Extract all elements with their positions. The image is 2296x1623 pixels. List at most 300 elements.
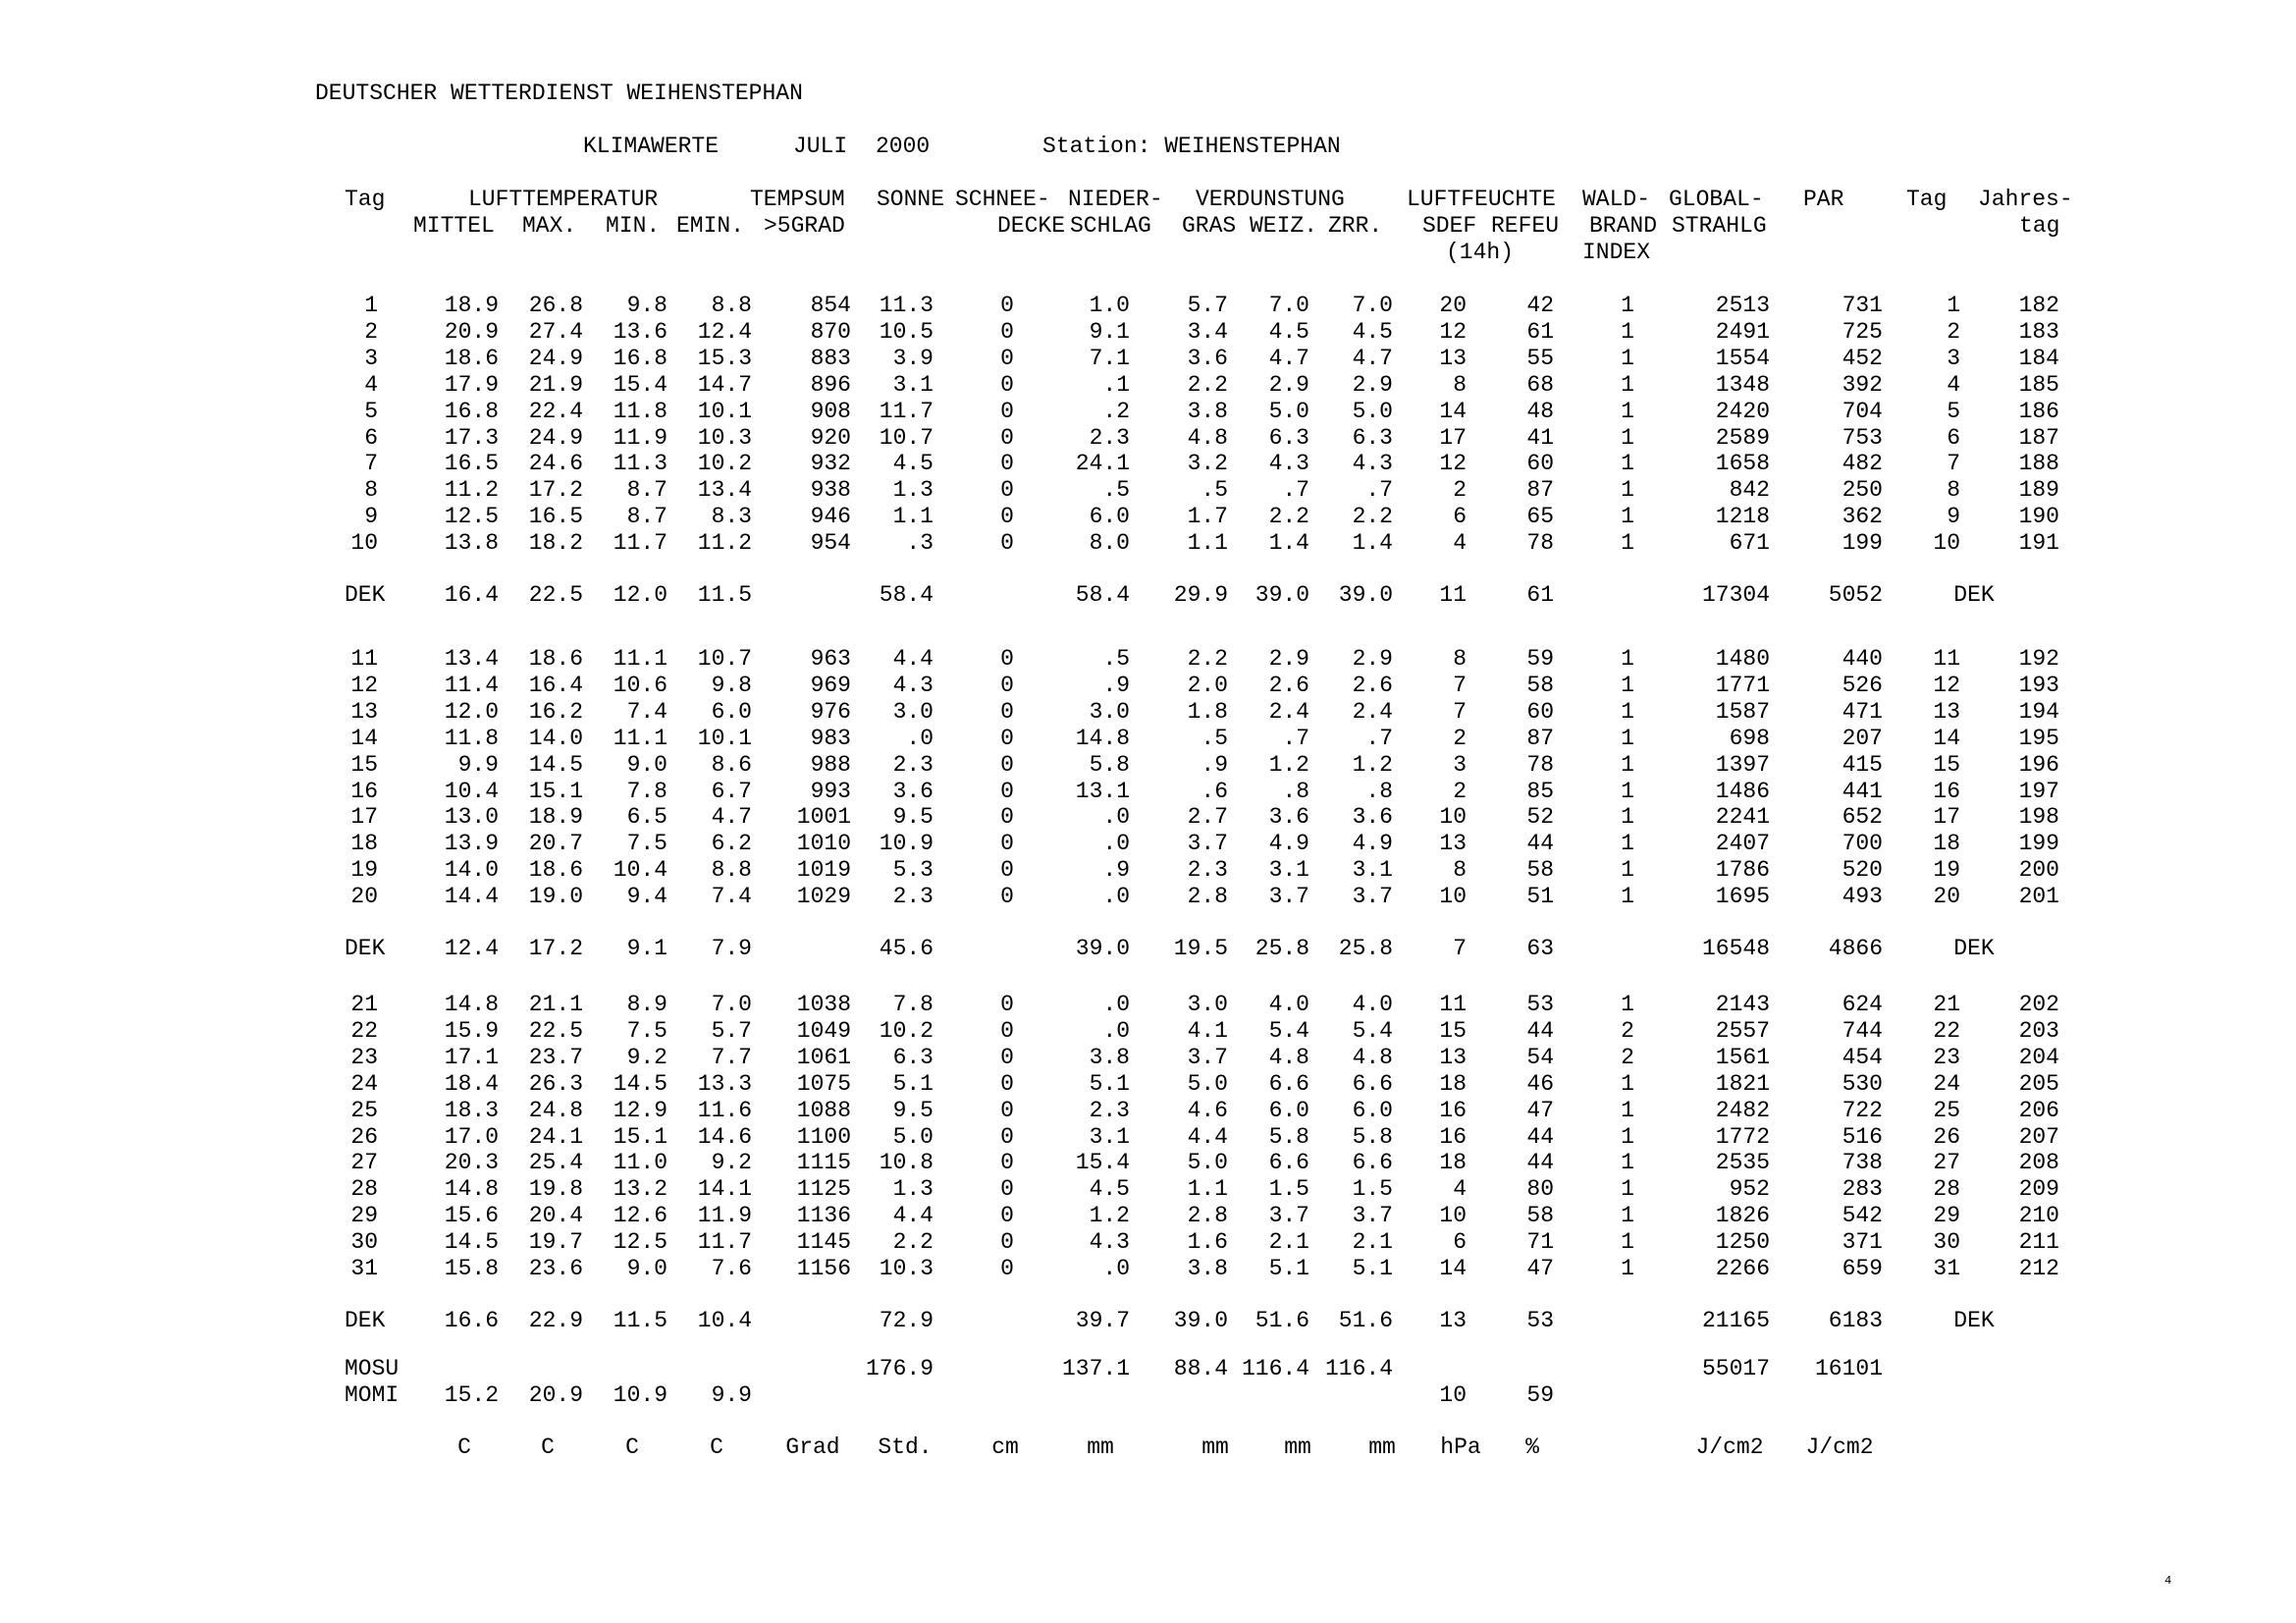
table-cell: 4.7 (1352, 346, 1393, 371)
table-cell: 452 (1842, 346, 1883, 371)
table-cell: 1 (1621, 530, 1634, 556)
table-cell: 3.1 (892, 372, 934, 398)
table-cell: 1480 (1715, 646, 1770, 672)
table-cell: 9.9 (457, 752, 499, 778)
table-cell: 8 (1947, 477, 1960, 503)
table-cell: 21.9 (528, 372, 583, 398)
table-cell: 6.0 (711, 699, 752, 725)
summary-cell: 39.0 (1173, 1308, 1228, 1333)
table-cell: 1771 (1715, 673, 1770, 698)
table-cell: 10.1 (697, 726, 752, 751)
table-cell: 4.8 (1268, 1045, 1309, 1070)
table-cell: 17.2 (528, 477, 583, 503)
table-cell: 199 (1842, 530, 1883, 556)
table-cell: 11.6 (697, 1098, 752, 1123)
table-cell: 1 (1621, 804, 1634, 830)
table-cell: 9.2 (626, 1045, 667, 1070)
table-cell: 13.6 (613, 319, 667, 345)
summary-cell: 55017 (1701, 1356, 1770, 1381)
table-cell: 0 (1000, 346, 1014, 371)
unit-label: mm (1368, 1434, 1396, 1460)
table-cell: 58 (1526, 1203, 1554, 1228)
column-header: WALD- (1582, 187, 1651, 212)
table-cell: 13.0 (444, 804, 499, 830)
table-cell: 6.3 (892, 1045, 934, 1070)
table-cell: 1 (364, 293, 378, 318)
table-cell: 22 (1933, 1018, 1960, 1044)
table-cell: 530 (1842, 1071, 1883, 1097)
table-cell: 1826 (1715, 1203, 1770, 1228)
table-cell: 12 (1439, 319, 1467, 345)
table-cell: 17.3 (444, 425, 499, 451)
table-cell: 4.5 (1268, 319, 1309, 345)
table-cell: 0 (1000, 504, 1014, 529)
table-cell: 2.2 (892, 1229, 934, 1255)
table-cell: 210 (2018, 1203, 2059, 1228)
column-header: (14h) (1446, 240, 1515, 265)
summary-cell: 116.4 (1241, 1356, 1309, 1381)
table-cell: .9 (1102, 857, 1130, 883)
summary-cell: 61 (1526, 582, 1554, 608)
unit-label: mm (1087, 1434, 1114, 1460)
table-cell: 16.8 (613, 346, 667, 371)
table-cell: 11.2 (444, 477, 499, 503)
table-cell: 1250 (1715, 1229, 1770, 1255)
column-header: SCHNEE- (955, 187, 1050, 212)
column-header: MITTEL (413, 213, 495, 239)
table-cell: 42 (1526, 293, 1554, 318)
table-cell: 17 (1439, 425, 1467, 451)
table-cell: 0 (1000, 699, 1014, 725)
table-cell: 0 (1000, 1176, 1014, 1202)
table-cell: 12.5 (444, 504, 499, 529)
table-cell: 10.7 (697, 646, 752, 672)
table-cell: 30 (350, 1229, 378, 1255)
table-cell: 963 (810, 646, 851, 672)
table-cell: 10 (1439, 804, 1467, 830)
summary-cell: 72.9 (879, 1308, 934, 1333)
table-cell: 193 (2018, 673, 2059, 698)
table-cell: 883 (810, 346, 851, 371)
table-cell: 1.2 (1352, 752, 1393, 778)
table-cell: 1 (1621, 646, 1634, 672)
table-cell: 55 (1526, 346, 1554, 371)
table-cell: 27 (1933, 1150, 1960, 1175)
summary-cell: 16.6 (444, 1308, 499, 1333)
summary-cell: 58.4 (879, 582, 934, 608)
table-cell: 2 (1621, 1045, 1634, 1070)
table-cell: 11.9 (697, 1203, 752, 1228)
table-cell: 13.4 (697, 477, 752, 503)
table-cell: 206 (2018, 1098, 2059, 1123)
summary-cell: 6183 (1828, 1308, 1883, 1333)
table-cell: 27 (350, 1150, 378, 1175)
table-cell: 3.6 (1352, 804, 1393, 830)
table-cell: 722 (1842, 1098, 1883, 1123)
table-cell: 988 (810, 752, 851, 778)
table-cell: 12 (1439, 451, 1467, 476)
column-header: DECKE (997, 213, 1066, 239)
table-cell: 200 (2018, 857, 2059, 883)
table-cell: 520 (1842, 857, 1883, 883)
table-cell: 192 (2018, 646, 2059, 672)
table-cell: 9.1 (1089, 319, 1130, 345)
summary-cell: 137.1 (1061, 1356, 1130, 1381)
table-cell: 516 (1842, 1124, 1883, 1150)
table-cell: 211 (2018, 1229, 2059, 1255)
table-cell: 26 (1933, 1124, 1960, 1150)
table-cell: 20.9 (444, 319, 499, 345)
table-cell: 10.4 (444, 779, 499, 804)
table-cell: 6.6 (1268, 1150, 1309, 1175)
table-cell: 8 (1453, 372, 1467, 398)
table-cell: 16.5 (444, 451, 499, 476)
decade-label: DEK (1953, 1308, 1995, 1333)
table-cell: 5.4 (1352, 1018, 1393, 1044)
table-cell: 17 (350, 804, 378, 830)
table-cell: 1218 (1715, 504, 1770, 529)
table-cell: 2 (1453, 477, 1467, 503)
table-cell: 5.7 (1187, 293, 1228, 318)
table-cell: 2266 (1715, 1256, 1770, 1281)
table-cell: 203 (2018, 1018, 2059, 1044)
table-cell: 8.7 (626, 504, 667, 529)
table-cell: 29 (1933, 1203, 1960, 1228)
table-cell: 1029 (796, 884, 851, 909)
table-cell: 10.1 (697, 399, 752, 424)
table-cell: 12 (350, 673, 378, 698)
table-cell: 1.2 (1089, 1203, 1130, 1228)
table-cell: 24.1 (1075, 451, 1130, 476)
unit-label: C (625, 1434, 639, 1460)
table-cell: 13.2 (613, 1176, 667, 1202)
column-header: TEMPSUM (750, 187, 845, 212)
table-cell: 0 (1000, 477, 1014, 503)
table-cell: 6 (1453, 504, 1467, 529)
table-cell: 19 (1933, 857, 1960, 883)
table-cell: 753 (1842, 425, 1883, 451)
table-cell: 738 (1842, 1150, 1883, 1175)
table-cell: 18 (350, 831, 378, 856)
table-cell: 4.8 (1187, 425, 1228, 451)
table-cell: 23.6 (528, 1256, 583, 1281)
summary-cell: 19.5 (1173, 936, 1228, 961)
table-cell: 2420 (1715, 399, 1770, 424)
table-cell: .7 (1365, 726, 1393, 751)
unit-label: mm (1284, 1434, 1311, 1460)
table-cell: 1 (1621, 857, 1634, 883)
table-cell: 20 (1933, 884, 1960, 909)
table-cell: 182 (2018, 293, 2059, 318)
table-cell: .7 (1365, 477, 1393, 503)
summary-cell: 45.6 (879, 936, 934, 961)
table-cell: 20.3 (444, 1150, 499, 1175)
table-cell: 11.3 (613, 451, 667, 476)
unit-label: mm (1201, 1434, 1229, 1460)
table-cell: 15.6 (444, 1203, 499, 1228)
table-cell: 5.0 (1187, 1150, 1228, 1175)
table-cell: 4.9 (1268, 831, 1309, 856)
table-cell: .8 (1365, 779, 1393, 804)
column-header: LUFTFEUCHTE (1407, 187, 1556, 212)
table-cell: 198 (2018, 804, 2059, 830)
table-cell: 1 (1621, 779, 1634, 804)
table-cell: 1 (1621, 319, 1634, 345)
table-cell: 4.5 (892, 451, 934, 476)
table-cell: 16.8 (444, 399, 499, 424)
table-cell: 1348 (1715, 372, 1770, 398)
table-cell: .0 (1102, 804, 1130, 830)
table-cell: 1 (1621, 992, 1634, 1017)
table-cell: 17.1 (444, 1045, 499, 1070)
table-cell: 8 (364, 477, 378, 503)
unit-label: cm (991, 1434, 1019, 1460)
table-cell: 4.7 (711, 804, 752, 830)
table-cell: 1.4 (1268, 530, 1309, 556)
table-cell: 3.8 (1187, 399, 1228, 424)
summary-cell: 58.4 (1075, 582, 1130, 608)
table-cell: 6.2 (711, 831, 752, 856)
table-cell: 24.9 (528, 425, 583, 451)
table-cell: 7 (1453, 673, 1467, 698)
table-cell: 18 (1439, 1071, 1467, 1097)
table-cell: 1 (1621, 1229, 1634, 1255)
table-cell: 11.1 (613, 646, 667, 672)
table-cell: 1.5 (1352, 1176, 1393, 1202)
table-cell: 2 (364, 319, 378, 345)
summary-cell: 51.6 (1338, 1308, 1393, 1333)
table-cell: 908 (810, 399, 851, 424)
table-cell: 5.1 (1268, 1256, 1309, 1281)
table-cell: 1 (1621, 884, 1634, 909)
table-cell: 24.9 (528, 346, 583, 371)
summary-cell: 17.2 (528, 936, 583, 961)
table-cell: 1 (1621, 1071, 1634, 1097)
table-cell: 10.3 (697, 425, 752, 451)
table-cell: 542 (1842, 1203, 1883, 1228)
table-cell: 1.1 (1187, 1176, 1228, 1202)
table-cell: 13 (350, 699, 378, 725)
table-cell: 0 (1000, 884, 1014, 909)
table-cell: 2.2 (1187, 646, 1228, 672)
table-cell: 2 (1947, 319, 1960, 345)
table-cell: 0 (1000, 1098, 1014, 1123)
table-cell: 12.5 (613, 1229, 667, 1255)
table-cell: 7.8 (626, 779, 667, 804)
table-cell: 195 (2018, 726, 2059, 751)
column-header: >5GRAD (764, 213, 845, 239)
table-cell: 53 (1526, 992, 1554, 1017)
column-header: Tag (345, 187, 386, 212)
table-cell: 22 (350, 1018, 378, 1044)
unit-label: Std. (878, 1434, 933, 1460)
table-cell: 471 (1842, 699, 1883, 725)
unit-label: C (457, 1434, 471, 1460)
table-cell: 1772 (1715, 1124, 1770, 1150)
table-cell: 15.1 (613, 1124, 667, 1150)
table-cell: 51 (1526, 884, 1554, 909)
summary-cell: 11.5 (697, 582, 752, 608)
table-cell: 16.4 (528, 673, 583, 698)
table-cell: 11.9 (613, 425, 667, 451)
table-cell: 1 (1621, 726, 1634, 751)
table-cell: 0 (1000, 804, 1014, 830)
column-header: GLOBAL- (1669, 187, 1764, 212)
table-cell: 47 (1526, 1256, 1554, 1281)
table-cell: 1.5 (1268, 1176, 1309, 1202)
table-cell: 3.1 (1268, 857, 1309, 883)
column-header: VERDUNSTUNG (1196, 187, 1345, 212)
table-cell: 3 (1947, 346, 1960, 371)
summary-cell: 12.0 (613, 582, 667, 608)
table-cell: 3.7 (1268, 884, 1309, 909)
table-cell: 15 (1439, 1018, 1467, 1044)
table-cell: 1786 (1715, 857, 1770, 883)
table-cell: 10 (350, 530, 378, 556)
table-cell: 19 (350, 857, 378, 883)
table-cell: .7 (1282, 726, 1309, 751)
column-header: PAR (1803, 187, 1844, 212)
table-cell: 9.8 (626, 293, 667, 318)
table-cell: 2535 (1715, 1150, 1770, 1175)
table-cell: 54 (1526, 1045, 1554, 1070)
table-cell: 207 (2018, 1124, 2059, 1150)
table-cell: 85 (1526, 779, 1554, 804)
column-header: LUFTTEMPERATUR (468, 187, 659, 212)
table-cell: 18.6 (528, 857, 583, 883)
table-cell: 20 (1439, 293, 1467, 318)
table-cell: 191 (2018, 530, 2059, 556)
table-cell: 11 (350, 646, 378, 672)
column-header: Jahres- (1978, 187, 2073, 212)
table-cell: 207 (1842, 726, 1883, 751)
table-cell: .9 (1102, 673, 1130, 698)
table-cell: 26 (350, 1124, 378, 1150)
table-cell: 624 (1842, 992, 1883, 1017)
table-cell: 896 (810, 372, 851, 398)
table-cell: 3.7 (1352, 1203, 1393, 1228)
unit-label: hPa (1440, 1434, 1481, 1460)
decade-label: DEK (345, 1308, 386, 1333)
page-mark: 4 (2164, 1574, 2172, 1588)
table-cell: 9.2 (711, 1150, 752, 1175)
table-cell: .5 (1201, 477, 1228, 503)
column-header: REFEU (1491, 213, 1560, 239)
summary-cell: 88.4 (1173, 1356, 1228, 1381)
table-cell: 11 (1439, 992, 1467, 1017)
unit-label: J/cm2 (1805, 1434, 1874, 1460)
table-cell: 5 (364, 399, 378, 424)
table-cell: 6.6 (1268, 1071, 1309, 1097)
summary-cell: 16.4 (444, 582, 499, 608)
table-cell: 2.4 (1352, 699, 1393, 725)
table-cell: 976 (810, 699, 851, 725)
table-cell: 2407 (1715, 831, 1770, 856)
table-cell: 5.7 (711, 1018, 752, 1044)
table-cell: 11 (1933, 646, 1960, 672)
table-cell: 5.8 (1268, 1124, 1309, 1150)
decade-label: DEK (345, 936, 386, 961)
table-cell: 87 (1526, 726, 1554, 751)
table-cell: 44 (1526, 1018, 1554, 1044)
table-cell: 44 (1526, 1124, 1554, 1150)
table-cell: 392 (1842, 372, 1883, 398)
table-cell: 6 (364, 425, 378, 451)
summary-cell: 22.5 (528, 582, 583, 608)
table-cell: 0 (1000, 779, 1014, 804)
table-cell: 700 (1842, 831, 1883, 856)
table-cell: 7.0 (1268, 293, 1309, 318)
table-cell: 1 (1621, 673, 1634, 698)
table-cell: 4.9 (1352, 831, 1393, 856)
table-cell: 7.4 (626, 699, 667, 725)
table-cell: 17.9 (444, 372, 499, 398)
table-cell: 12 (1933, 673, 1960, 698)
table-cell: 6.0 (1352, 1098, 1393, 1123)
table-cell: 0 (1000, 372, 1014, 398)
table-cell: 10.5 (879, 319, 934, 345)
table-cell: 1 (1621, 346, 1634, 371)
table-cell: 1.4 (1352, 530, 1393, 556)
column-header: Tag (1906, 187, 1948, 212)
table-cell: 2.3 (892, 752, 934, 778)
table-cell: 17 (1933, 804, 1960, 830)
table-cell: 731 (1842, 293, 1883, 318)
column-header: MIN. (606, 213, 661, 239)
table-cell: 29 (350, 1203, 378, 1228)
table-cell: 30 (1933, 1229, 1960, 1255)
table-cell: 969 (810, 673, 851, 698)
table-cell: 441 (1842, 779, 1883, 804)
table-cell: 1.6 (1187, 1229, 1228, 1255)
table-cell: 0 (1000, 1229, 1014, 1255)
table-cell: 0 (1000, 1203, 1014, 1228)
table-cell: 47 (1526, 1098, 1554, 1123)
table-cell: 2.9 (1352, 646, 1393, 672)
table-cell: 16 (1933, 779, 1960, 804)
table-cell: 4.4 (892, 646, 934, 672)
table-cell: 2.8 (1187, 1203, 1228, 1228)
table-cell: 87 (1526, 477, 1554, 503)
table-cell: 8.3 (711, 504, 752, 529)
table-cell: 78 (1526, 752, 1554, 778)
summary-cell: 176.9 (865, 1356, 934, 1381)
table-cell: 659 (1842, 1256, 1883, 1281)
table-cell: 4.0 (1352, 992, 1393, 1017)
table-cell: 58 (1526, 673, 1554, 698)
table-cell: 10 (1439, 1203, 1467, 1228)
table-cell: 14 (1439, 1256, 1467, 1281)
table-cell: 9 (1947, 504, 1960, 529)
decade-label: DEK (345, 582, 386, 608)
table-cell: 983 (810, 726, 851, 751)
column-header: MAX. (522, 213, 577, 239)
table-cell: 4.4 (1187, 1124, 1228, 1150)
table-cell: 13 (1933, 699, 1960, 725)
table-cell: 10.2 (879, 1018, 934, 1044)
table-cell: 3.4 (1187, 319, 1228, 345)
table-cell: 3.7 (1187, 1045, 1228, 1070)
table-cell: 20.4 (528, 1203, 583, 1228)
table-cell: 3 (1453, 752, 1467, 778)
table-cell: 26.8 (528, 293, 583, 318)
table-cell: 952 (1729, 1176, 1770, 1202)
table-cell: 454 (1842, 1045, 1883, 1070)
table-cell: 2.2 (1352, 504, 1393, 529)
table-cell: 482 (1842, 451, 1883, 476)
table-cell: 22.5 (528, 1018, 583, 1044)
table-cell: 3.7 (1187, 831, 1228, 856)
